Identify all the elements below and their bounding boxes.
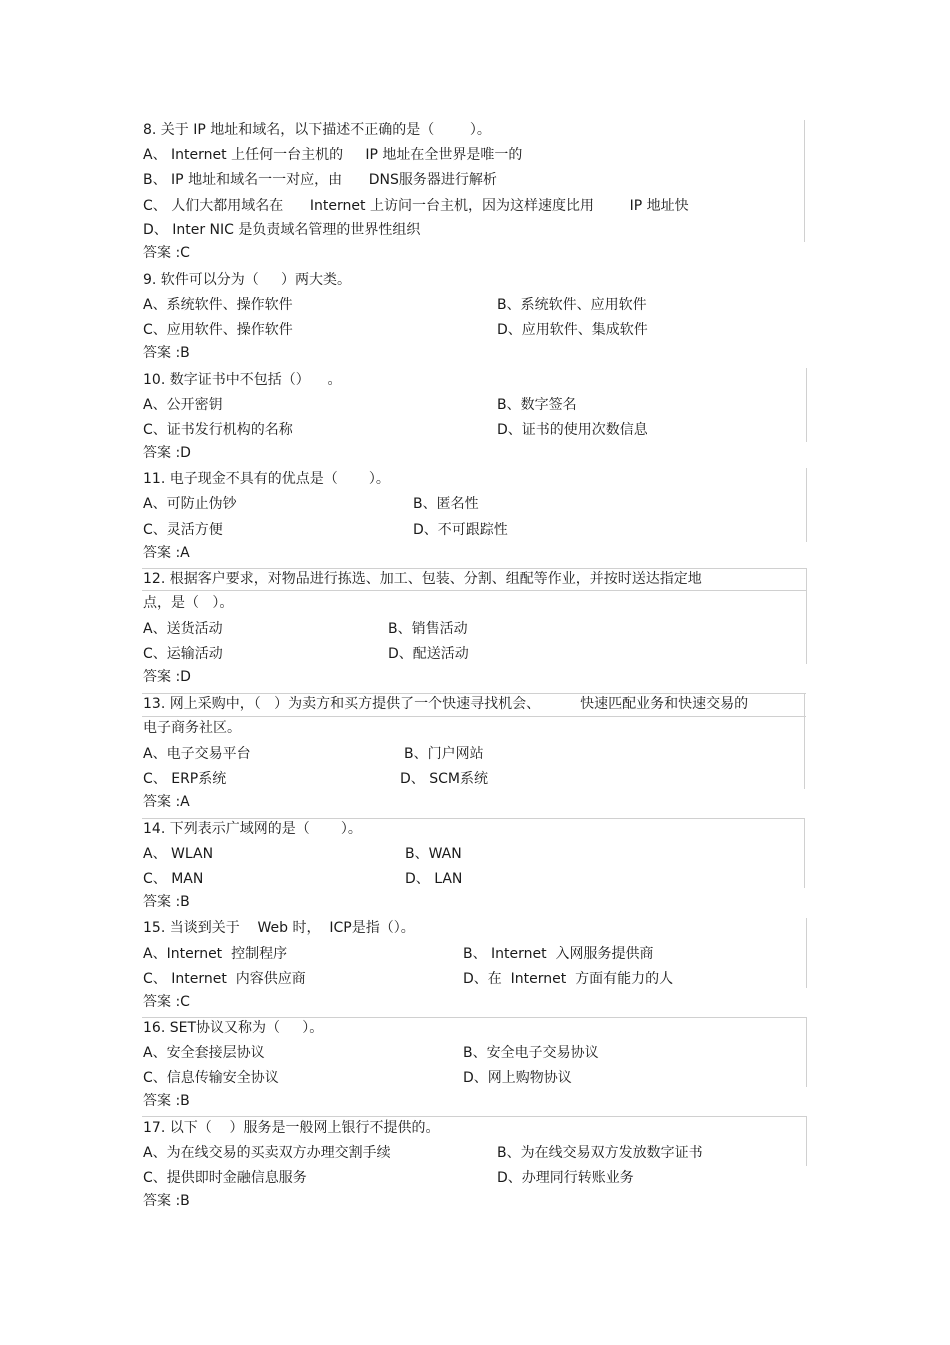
option-c: C、提供即时金融信息服务 (143, 1170, 307, 1186)
question-stem: 15. 当谈到关于 Web 时， ICP是指（）。 (143, 920, 415, 936)
option-d: D、 Inter NIC 是负责域名管理的世界性组织 (143, 222, 421, 238)
frame-line (142, 1116, 806, 1117)
frame-line (806, 1017, 807, 1087)
option-b: B、为在线交易双方发放数字证书 (497, 1145, 703, 1161)
option-d: D、 SCM系统 (400, 771, 488, 787)
option-b: B、系统软件、应用软件 (497, 297, 647, 313)
option-d: D、网上购物协议 (463, 1070, 572, 1086)
option-a: A、为在线交易的买卖双方办理交割手续 (143, 1145, 391, 1161)
answer: 答案 :B (143, 345, 190, 361)
option-c: C、运输活动 (143, 646, 223, 662)
option-a: A、Internet 控制程序 (143, 946, 288, 962)
option-d: D、证书的使用次数信息 (497, 422, 648, 438)
frame-line (142, 818, 804, 819)
option-d: D、 LAN (405, 871, 463, 887)
question-stem: 11. 电子现金不具有的优点是（ ）。 (143, 471, 390, 487)
question-stem: 8. 关于 IP 地址和域名，以下描述不正确的是（ ）。 (143, 122, 491, 138)
question-stem: 14. 下列表示广域网的是（ ）。 (143, 821, 362, 837)
answer: 答案 :B (143, 1093, 190, 1109)
option-a: A、送货活动 (143, 621, 223, 637)
frame-line (806, 368, 807, 442)
question-stem: 10. 数字证书中不包括（） 。 (143, 372, 342, 388)
question-stem: 13. 网上采购中，（ ）为卖方和买方提供了一个快速寻找机会、 快速匹配业务和快速交易的 (143, 696, 749, 712)
answer: 答案 :A (143, 545, 190, 561)
frame-line (806, 1116, 807, 1166)
option-d: D、办理同行转账业务 (497, 1170, 634, 1186)
question-stem: 16. SET协议又称为（ ）。 (143, 1020, 324, 1036)
option-b: B、WAN (405, 846, 462, 862)
option-c: C、 人们大都用域名在 Internet 上访问一台主机，因为这样速度比用 IP 地址快 (143, 198, 689, 214)
answer: 答案 :D (143, 669, 191, 685)
answer: 答案 :C (143, 994, 190, 1010)
option-a: A、可防止伪钞 (143, 496, 237, 512)
answer: 答案 :D (143, 445, 191, 461)
option-a: A、 Internet 上任何一台主机的 IP 地址在全世界是唯一的 (143, 147, 523, 163)
option-b: B、安全电子交易协议 (463, 1045, 599, 1061)
question-stem: 9. 软件可以分为（ ）两大类。 (143, 272, 352, 288)
answer: 答案 :A (143, 794, 190, 810)
option-c: C、 MAN (143, 871, 204, 887)
frame-line (806, 468, 807, 542)
option-a: A、 WLAN (143, 846, 214, 862)
option-c: C、证书发行机构的名称 (143, 422, 293, 438)
option-d: D、在 Internet 方面有能力的人 (463, 971, 674, 987)
answer: 答案 :B (143, 1193, 190, 1209)
option-c: C、 ERP系统 (143, 771, 227, 787)
option-b: B、匿名性 (413, 496, 479, 512)
option-a: A、电子交易平台 (143, 746, 251, 762)
option-b: B、 Internet 入网服务提供商 (463, 946, 654, 962)
option-d: D、配送活动 (388, 646, 469, 662)
option-b: B、销售活动 (388, 621, 468, 637)
question-stem: 12. 根据客户要求，对物品进行拣选、加工、包装、分割、组配等作业，并按时送达指定地 (143, 571, 702, 587)
option-a: A、公开密钥 (143, 397, 223, 413)
option-d: D、不可跟踪性 (413, 522, 508, 538)
option-b: B、 IP 地址和域名一一对应，由 DNS服务器进行解析 (143, 172, 497, 188)
frame-line (142, 568, 806, 569)
answer: 答案 :B (143, 894, 190, 910)
option-c: C、 Internet 内容供应商 (143, 971, 306, 987)
option-b: B、门户网站 (404, 746, 484, 762)
question-stem: 17. 以下（ ）服务是一般网上银行不提供的。 (143, 1120, 440, 1136)
option-a: A、系统软件、操作软件 (143, 297, 293, 313)
frame-line (806, 918, 807, 988)
option-d: D、应用软件、集成软件 (497, 322, 648, 338)
option-c: C、信息传输安全协议 (143, 1070, 279, 1086)
option-c: C、灵活方便 (143, 522, 223, 538)
frame-line (806, 568, 807, 664)
answer: 答案 :C (143, 245, 190, 261)
question-stem-continued: 点，是（ ）。 (143, 595, 234, 611)
option-b: B、数字签名 (497, 397, 577, 413)
question-stem-continued: 电子商务社区。 (143, 720, 241, 736)
frame-line (142, 590, 806, 591)
frame-line (804, 818, 805, 888)
frame-line (804, 693, 805, 789)
frame-line (142, 1017, 806, 1018)
frame-line (804, 120, 805, 242)
option-a: A、安全套接层协议 (143, 1045, 265, 1061)
option-c: C、应用软件、操作软件 (143, 322, 293, 338)
frame-line (142, 693, 806, 694)
frame-line (142, 716, 806, 717)
